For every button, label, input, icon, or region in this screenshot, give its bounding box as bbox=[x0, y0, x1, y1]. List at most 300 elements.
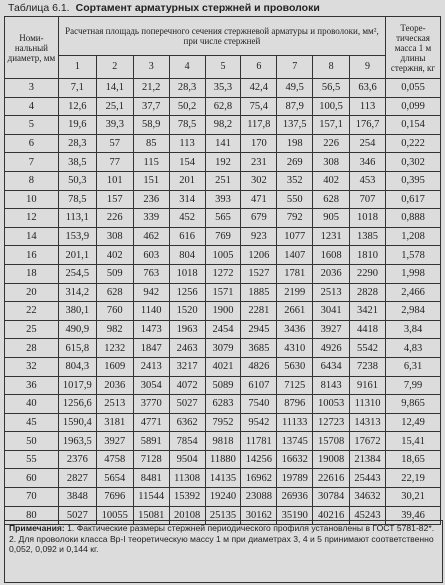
cell-diameter: 22 bbox=[5, 302, 59, 321]
cell-area: 471 bbox=[241, 190, 277, 209]
cell-area: 49,5 bbox=[277, 79, 313, 98]
table-row bbox=[5, 190, 441, 209]
cell-area: 236 bbox=[133, 190, 169, 209]
cell-area: 2413 bbox=[133, 357, 169, 376]
cell-area: 550 bbox=[277, 190, 313, 209]
cell-area: 2454 bbox=[205, 320, 241, 339]
cell-mass: 18,65 bbox=[386, 450, 441, 469]
cell-area: 19240 bbox=[205, 488, 241, 507]
cell-area: 7854 bbox=[169, 432, 205, 451]
cell-diameter: 10 bbox=[5, 190, 59, 209]
cell-area: 4926 bbox=[313, 339, 350, 358]
cell-mass: 6,31 bbox=[386, 357, 441, 376]
table-row bbox=[5, 432, 441, 451]
cell-area: 2036 bbox=[96, 376, 133, 395]
cell-area: 1140 bbox=[133, 302, 169, 321]
cell-area: 314 bbox=[169, 190, 205, 209]
cell-area: 3927 bbox=[313, 320, 350, 339]
cell-area: 14,1 bbox=[96, 79, 133, 98]
cell-area: 2290 bbox=[350, 264, 386, 283]
table-row bbox=[5, 469, 441, 488]
header-area-group: Расчетная площадь поперечного сечения стержневой арматуры и проволоки, мм², при числе стержней bbox=[58, 17, 385, 56]
cell-area: 42,4 bbox=[241, 79, 277, 98]
cell-area: 1609 bbox=[96, 357, 133, 376]
cell-area: 35,3 bbox=[205, 79, 241, 98]
cell-area: 201,1 bbox=[58, 246, 96, 265]
table-row bbox=[5, 79, 441, 98]
cell-area: 2376 bbox=[58, 450, 96, 469]
cell-area: 39,3 bbox=[96, 116, 133, 135]
cell-area: 1231 bbox=[313, 227, 350, 246]
cell-area: 11133 bbox=[277, 413, 313, 432]
cell-area: 2199 bbox=[277, 283, 313, 302]
header-count-3: 3 bbox=[133, 56, 169, 79]
cell-area: 28,3 bbox=[169, 79, 205, 98]
cell-area: 77 bbox=[96, 153, 133, 172]
cell-area: 85 bbox=[133, 134, 169, 153]
cell-area: 154 bbox=[169, 153, 205, 172]
cell-area: 3217 bbox=[169, 357, 205, 376]
cell-area: 3770 bbox=[133, 395, 169, 414]
header-count-5: 5 bbox=[205, 56, 241, 79]
cell-area: 679 bbox=[241, 209, 277, 228]
cell-area: 117,8 bbox=[241, 116, 277, 135]
cell-area: 23088 bbox=[241, 488, 277, 507]
cell-area: 40216 bbox=[313, 506, 350, 525]
cell-mass: 0,055 bbox=[386, 79, 441, 98]
cell-area: 113,1 bbox=[58, 209, 96, 228]
cell-area: 151 bbox=[133, 171, 169, 190]
cell-area: 115 bbox=[133, 153, 169, 172]
cell-area: 2513 bbox=[96, 395, 133, 414]
cell-area: 38,5 bbox=[58, 153, 96, 172]
cell-area: 11310 bbox=[350, 395, 386, 414]
table-row bbox=[5, 134, 441, 153]
cell-area: 5891 bbox=[133, 432, 169, 451]
cell-area: 339 bbox=[133, 209, 169, 228]
cell-area: 56,5 bbox=[313, 79, 350, 98]
cell-area: 792 bbox=[277, 209, 313, 228]
cell-diameter: 14 bbox=[5, 227, 59, 246]
cell-area: 1608 bbox=[313, 246, 350, 265]
cell-area: 9504 bbox=[169, 450, 205, 469]
cell-mass: 2,984 bbox=[386, 302, 441, 321]
cell-area: 198 bbox=[277, 134, 313, 153]
cell-area: 314,2 bbox=[58, 283, 96, 302]
cell-mass: 22,19 bbox=[386, 469, 441, 488]
cell-area: 1256,6 bbox=[58, 395, 96, 414]
cell-area: 1017,9 bbox=[58, 376, 96, 395]
cell-area: 3436 bbox=[277, 320, 313, 339]
cell-area: 3041 bbox=[313, 302, 350, 321]
cell-area: 6107 bbox=[241, 376, 277, 395]
cell-diameter: 50 bbox=[5, 432, 59, 451]
cell-area: 453 bbox=[350, 171, 386, 190]
cell-area: 5630 bbox=[277, 357, 313, 376]
table-row bbox=[5, 339, 441, 358]
cell-area: 982 bbox=[96, 320, 133, 339]
cell-area: 4072 bbox=[169, 376, 205, 395]
cell-area: 35190 bbox=[277, 506, 313, 525]
header-count-2: 2 bbox=[96, 56, 133, 79]
cell-area: 942 bbox=[133, 283, 169, 302]
cell-area: 8143 bbox=[313, 376, 350, 395]
cell-area: 7128 bbox=[133, 450, 169, 469]
cell-diameter: 7 bbox=[5, 153, 59, 172]
cell-area: 153,9 bbox=[58, 227, 96, 246]
cell-area: 63,6 bbox=[350, 79, 386, 98]
cell-area: 192 bbox=[205, 153, 241, 172]
cell-mass: 0,222 bbox=[386, 134, 441, 153]
cell-mass: 0,154 bbox=[386, 116, 441, 135]
cell-diameter: 55 bbox=[5, 450, 59, 469]
cell-area: 308 bbox=[96, 227, 133, 246]
cell-area: 20108 bbox=[169, 506, 205, 525]
cell-area: 8481 bbox=[133, 469, 169, 488]
table-row bbox=[5, 302, 441, 321]
cell-area: 7696 bbox=[96, 488, 133, 507]
cell-area: 26936 bbox=[277, 488, 313, 507]
cell-area: 2463 bbox=[169, 339, 205, 358]
cell-area: 5542 bbox=[350, 339, 386, 358]
cell-area: 19,6 bbox=[58, 116, 96, 135]
cell-area: 393 bbox=[205, 190, 241, 209]
cell-area: 402 bbox=[96, 246, 133, 265]
cell-diameter: 6 bbox=[5, 134, 59, 153]
table-notes bbox=[4, 520, 443, 583]
cell-area: 1885 bbox=[241, 283, 277, 302]
cell-area: 21384 bbox=[350, 450, 386, 469]
cell-area: 804 bbox=[169, 246, 205, 265]
cell-area: 9542 bbox=[241, 413, 277, 432]
cell-area: 45243 bbox=[350, 506, 386, 525]
cell-mass: 0,617 bbox=[386, 190, 441, 209]
table-row bbox=[5, 97, 441, 116]
cell-diameter: 8 bbox=[5, 171, 59, 190]
cell-area: 113 bbox=[169, 134, 205, 153]
cell-area: 615,8 bbox=[58, 339, 96, 358]
cell-area: 78,5 bbox=[58, 190, 96, 209]
cell-diameter: 32 bbox=[5, 357, 59, 376]
cell-area: 7238 bbox=[350, 357, 386, 376]
table-row bbox=[5, 171, 441, 190]
cell-mass: 1,208 bbox=[386, 227, 441, 246]
cell-area: 1473 bbox=[133, 320, 169, 339]
cell-area: 346 bbox=[350, 153, 386, 172]
cell-diameter: 20 bbox=[5, 283, 59, 302]
table-row bbox=[5, 395, 441, 414]
cell-area: 2281 bbox=[241, 302, 277, 321]
cell-area: 1963,5 bbox=[58, 432, 96, 451]
cell-area: 15708 bbox=[313, 432, 350, 451]
cell-area: 2036 bbox=[313, 264, 350, 283]
cell-mass: 30,21 bbox=[386, 488, 441, 507]
table-number: Таблица 6.1. bbox=[8, 2, 70, 14]
cell-area: 1407 bbox=[277, 246, 313, 265]
cell-area: 87,9 bbox=[277, 97, 313, 116]
cell-area: 4418 bbox=[350, 320, 386, 339]
cell-mass: 0,395 bbox=[386, 171, 441, 190]
cell-area: 1520 bbox=[169, 302, 205, 321]
cell-area: 141 bbox=[205, 134, 241, 153]
cell-area: 6283 bbox=[205, 395, 241, 414]
table-row bbox=[5, 209, 441, 228]
cell-diameter: 60 bbox=[5, 469, 59, 488]
cell-area: 2661 bbox=[277, 302, 313, 321]
cell-area: 1810 bbox=[350, 246, 386, 265]
cell-area: 11781 bbox=[241, 432, 277, 451]
cell-area: 3848 bbox=[58, 488, 96, 507]
cell-diameter: 16 bbox=[5, 246, 59, 265]
cell-area: 57 bbox=[96, 134, 133, 153]
header-count-8: 8 bbox=[313, 56, 350, 79]
rebar-assortment-table bbox=[4, 16, 441, 525]
cell-area: 565 bbox=[205, 209, 241, 228]
cell-area: 12,6 bbox=[58, 97, 96, 116]
cell-area: 1571 bbox=[205, 283, 241, 302]
table-row bbox=[5, 413, 441, 432]
cell-mass: 4,83 bbox=[386, 339, 441, 358]
cell-area: 1272 bbox=[205, 264, 241, 283]
cell-area: 804,3 bbox=[58, 357, 96, 376]
cell-area: 4758 bbox=[96, 450, 133, 469]
cell-area: 251 bbox=[205, 171, 241, 190]
cell-area: 3685 bbox=[241, 339, 277, 358]
cell-area: 157 bbox=[96, 190, 133, 209]
cell-area: 50,3 bbox=[58, 171, 96, 190]
cell-area: 490,9 bbox=[58, 320, 96, 339]
cell-area: 10053 bbox=[313, 395, 350, 414]
cell-area: 75,4 bbox=[241, 97, 277, 116]
cell-area: 15081 bbox=[133, 506, 169, 525]
cell-area: 7,1 bbox=[58, 79, 96, 98]
cell-area: 4771 bbox=[133, 413, 169, 432]
cell-area: 6434 bbox=[313, 357, 350, 376]
cell-area: 137,5 bbox=[277, 116, 313, 135]
table-row bbox=[5, 450, 441, 469]
cell-area: 1781 bbox=[277, 264, 313, 283]
table-row bbox=[5, 227, 441, 246]
cell-area: 7540 bbox=[241, 395, 277, 414]
cell-mass: 0,099 bbox=[386, 97, 441, 116]
cell-area: 201 bbox=[169, 171, 205, 190]
cell-mass: 2,466 bbox=[386, 283, 441, 302]
cell-diameter: 36 bbox=[5, 376, 59, 395]
cell-area: 4826 bbox=[241, 357, 277, 376]
cell-mass: 15,41 bbox=[386, 432, 441, 451]
cell-area: 16632 bbox=[277, 450, 313, 469]
cell-area: 616 bbox=[169, 227, 205, 246]
table-row bbox=[5, 320, 441, 339]
cell-area: 269 bbox=[277, 153, 313, 172]
header-mass: Теоре-тическая масса 1 м длины стержня, кг bbox=[386, 17, 441, 79]
table-row bbox=[5, 116, 441, 135]
cell-area: 4310 bbox=[277, 339, 313, 358]
cell-area: 2945 bbox=[241, 320, 277, 339]
cell-mass: 39,46 bbox=[386, 506, 441, 525]
cell-diameter: 3 bbox=[5, 79, 59, 98]
cell-area: 3927 bbox=[96, 432, 133, 451]
cell-area: 1385 bbox=[350, 227, 386, 246]
cell-area: 254 bbox=[350, 134, 386, 153]
cell-area: 6362 bbox=[169, 413, 205, 432]
cell-diameter: 40 bbox=[5, 395, 59, 414]
cell-area: 352 bbox=[277, 171, 313, 190]
cell-diameter: 80 bbox=[5, 506, 59, 525]
cell-area: 14256 bbox=[241, 450, 277, 469]
cell-area: 37,7 bbox=[133, 97, 169, 116]
header-count-1: 1 bbox=[58, 56, 96, 79]
cell-area: 452 bbox=[169, 209, 205, 228]
cell-area: 769 bbox=[205, 227, 241, 246]
cell-area: 5654 bbox=[96, 469, 133, 488]
table-row bbox=[5, 153, 441, 172]
table-row bbox=[5, 357, 441, 376]
cell-area: 1590,4 bbox=[58, 413, 96, 432]
cell-mass: 0,302 bbox=[386, 153, 441, 172]
header-count-4: 4 bbox=[169, 56, 205, 79]
cell-area: 19008 bbox=[313, 450, 350, 469]
cell-area: 1232 bbox=[96, 339, 133, 358]
header-count-7: 7 bbox=[277, 56, 313, 79]
cell-area: 3181 bbox=[96, 413, 133, 432]
cell-area: 157,1 bbox=[313, 116, 350, 135]
cell-area: 176,7 bbox=[350, 116, 386, 135]
table-title: Сортамент арматурных стержней и проволоки bbox=[75, 2, 320, 14]
cell-area: 302 bbox=[241, 171, 277, 190]
note-1: 1. Фактические размеры стержней периодического профиля установлены в ГОСТ 5781-82*. bbox=[67, 523, 435, 533]
cell-area: 628 bbox=[96, 283, 133, 302]
cell-area: 760 bbox=[96, 302, 133, 321]
cell-area: 101 bbox=[96, 171, 133, 190]
cell-area: 1847 bbox=[133, 339, 169, 358]
cell-area: 9818 bbox=[205, 432, 241, 451]
cell-area: 1206 bbox=[241, 246, 277, 265]
table-row bbox=[5, 283, 441, 302]
cell-area: 30784 bbox=[313, 488, 350, 507]
cell-area: 1256 bbox=[169, 283, 205, 302]
cell-area: 5089 bbox=[205, 376, 241, 395]
cell-diameter: 18 bbox=[5, 264, 59, 283]
cell-area: 603 bbox=[133, 246, 169, 265]
cell-area: 14313 bbox=[350, 413, 386, 432]
cell-area: 380,1 bbox=[58, 302, 96, 321]
header-count-9: 9 bbox=[350, 56, 386, 79]
cell-area: 28,3 bbox=[58, 134, 96, 153]
cell-diameter: 25 bbox=[5, 320, 59, 339]
cell-area: 25443 bbox=[350, 469, 386, 488]
header-count-6: 6 bbox=[241, 56, 277, 79]
cell-area: 226 bbox=[313, 134, 350, 153]
cell-mass: 9,865 bbox=[386, 395, 441, 414]
cell-mass: 3,84 bbox=[386, 320, 441, 339]
cell-area: 12723 bbox=[313, 413, 350, 432]
cell-area: 11880 bbox=[205, 450, 241, 469]
cell-area: 11544 bbox=[133, 488, 169, 507]
cell-diameter: 45 bbox=[5, 413, 59, 432]
cell-area: 7125 bbox=[277, 376, 313, 395]
cell-area: 1077 bbox=[277, 227, 313, 246]
note-2: 2. Для проволоки класса Вр-I теоретическую массу 1 м при диаметрах 3, 4 и 5 принимают соответственно 0,052, 0,092 и 0,144 кг. bbox=[9, 533, 434, 555]
cell-area: 226 bbox=[96, 209, 133, 228]
cell-area: 509 bbox=[96, 264, 133, 283]
cell-area: 1527 bbox=[241, 264, 277, 283]
cell-mass: 0,888 bbox=[386, 209, 441, 228]
cell-area: 1900 bbox=[205, 302, 241, 321]
cell-area: 113 bbox=[350, 97, 386, 116]
cell-area: 16962 bbox=[241, 469, 277, 488]
cell-area: 923 bbox=[241, 227, 277, 246]
header-diameter: Номи-нальный диаметр, мм bbox=[5, 17, 59, 79]
cell-area: 78,5 bbox=[169, 116, 205, 135]
cell-area: 3079 bbox=[205, 339, 241, 358]
cell-area: 905 bbox=[313, 209, 350, 228]
cell-area: 2828 bbox=[350, 283, 386, 302]
cell-area: 763 bbox=[133, 264, 169, 283]
cell-area: 402 bbox=[313, 171, 350, 190]
cell-area: 9161 bbox=[350, 376, 386, 395]
cell-area: 3054 bbox=[133, 376, 169, 395]
cell-area: 17672 bbox=[350, 432, 386, 451]
cell-area: 22616 bbox=[313, 469, 350, 488]
cell-area: 1018 bbox=[169, 264, 205, 283]
table-row bbox=[5, 376, 441, 395]
cell-area: 10055 bbox=[96, 506, 133, 525]
table-caption bbox=[8, 2, 320, 14]
cell-area: 30162 bbox=[241, 506, 277, 525]
cell-area: 19789 bbox=[277, 469, 313, 488]
cell-area: 462 bbox=[133, 227, 169, 246]
cell-area: 170 bbox=[241, 134, 277, 153]
cell-mass: 1,998 bbox=[386, 264, 441, 283]
cell-area: 25,1 bbox=[96, 97, 133, 116]
cell-area: 1963 bbox=[169, 320, 205, 339]
cell-area: 628 bbox=[313, 190, 350, 209]
cell-area: 15392 bbox=[169, 488, 205, 507]
cell-mass: 1,578 bbox=[386, 246, 441, 265]
cell-area: 34632 bbox=[350, 488, 386, 507]
cell-area: 100,5 bbox=[313, 97, 350, 116]
cell-diameter: 4 bbox=[5, 97, 59, 116]
cell-mass: 12,49 bbox=[386, 413, 441, 432]
cell-area: 707 bbox=[350, 190, 386, 209]
cell-area: 14135 bbox=[205, 469, 241, 488]
cell-area: 21,2 bbox=[133, 79, 169, 98]
cell-area: 2513 bbox=[313, 283, 350, 302]
cell-area: 231 bbox=[241, 153, 277, 172]
cell-area: 308 bbox=[313, 153, 350, 172]
cell-area: 50,2 bbox=[169, 97, 205, 116]
cell-area: 58,9 bbox=[133, 116, 169, 135]
cell-area: 1018 bbox=[350, 209, 386, 228]
cell-area: 13745 bbox=[277, 432, 313, 451]
cell-diameter: 5 bbox=[5, 116, 59, 135]
cell-mass: 7,99 bbox=[386, 376, 441, 395]
cell-area: 98,2 bbox=[205, 116, 241, 135]
cell-diameter: 12 bbox=[5, 209, 59, 228]
cell-diameter: 28 bbox=[5, 339, 59, 358]
cell-area: 3421 bbox=[350, 302, 386, 321]
cell-area: 5027 bbox=[58, 506, 96, 525]
cell-area: 62,8 bbox=[205, 97, 241, 116]
notes-label: Примечания: bbox=[9, 523, 65, 533]
cell-area: 2827 bbox=[58, 469, 96, 488]
cell-area: 5027 bbox=[169, 395, 205, 414]
table-row bbox=[5, 264, 441, 283]
table-row bbox=[5, 488, 441, 507]
cell-area: 8796 bbox=[277, 395, 313, 414]
cell-area: 4021 bbox=[205, 357, 241, 376]
